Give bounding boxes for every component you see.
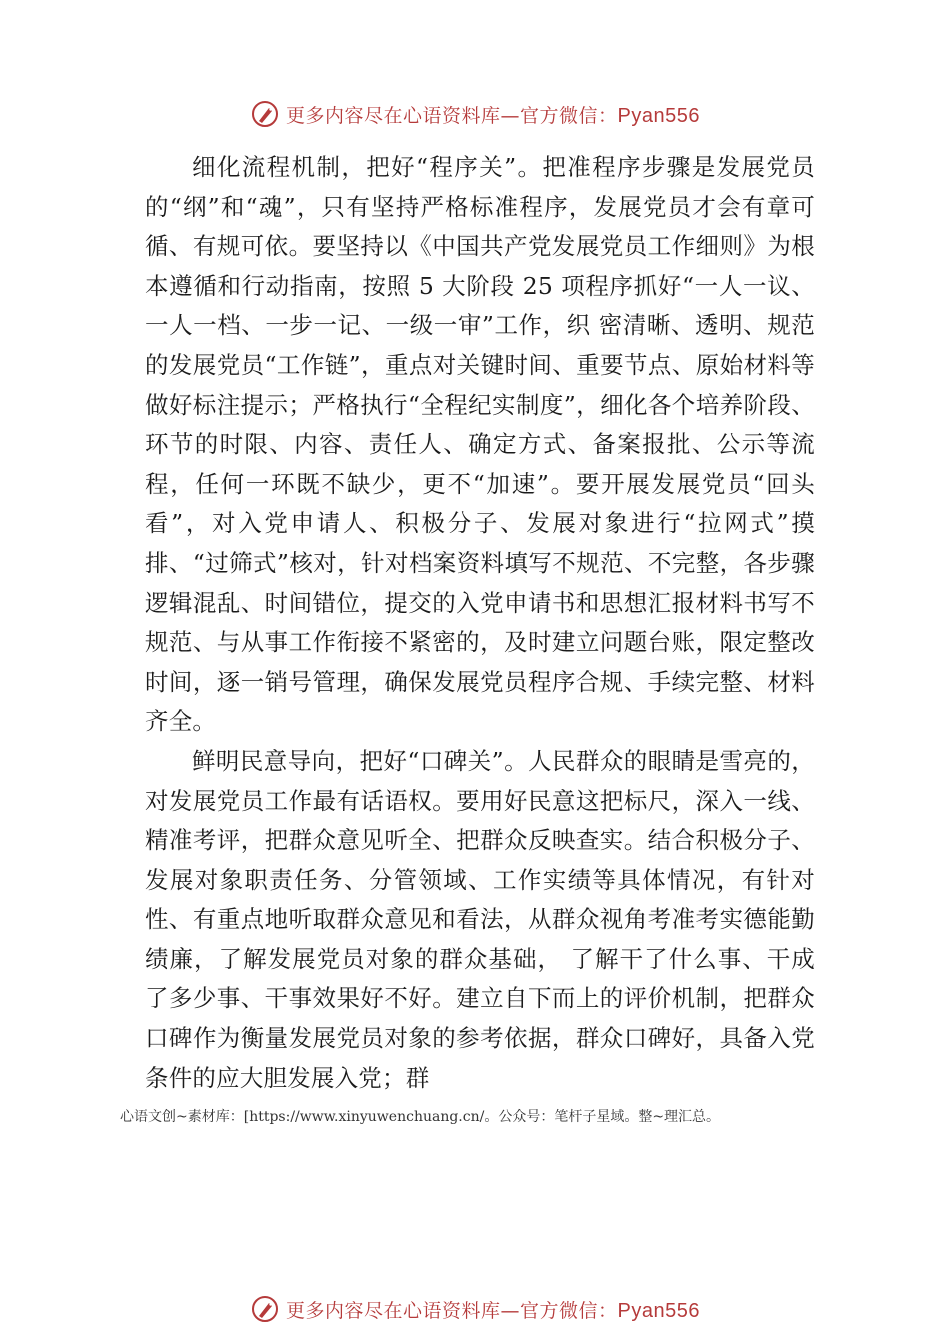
- document-body: [145, 148, 815, 1098]
- paragraph-procedure: 细化流程机制，把好“程序关”。把准程序步骤是发展党员的“纲”和“魂”，只有坚持严格标准程序，发展党员才会有章可循、有规可依。要坚持以《中国共产党发展党员工作细则》为根本遵循和行动指南，按照 5 大阶段 25 项程序抓好“一人一议、一人一档、一步一记、一级一审”工作，织 密清晰、透明、规范的发展党员“工作链”，重点对关键时间、重要节点、原始材料等做好标注提示；严格执行“全程纪实制度”，细化各个培养阶段、环节的时限、内容、责任人、确定方式、备案报批、公示等流程，任何一环既不缺少，更不“加速”。要开展发展党员“回头看”，对入党申请人、积极分子、发展对象进行“拉网式”摸排、“过筛式”核对，针对档案资料填写不规范、不完整，各步骤逻辑混乱、时间错位，提交的入党申请书和思想汇报材料书写不规范、与从事工作衔接不紧密的，及时建立问题台账，限定整改时间，逐一销号管理，确保发展党员程序合规、手续完整、材料齐全。: [145, 153, 815, 736]
- banner-title: 更多内容尽在心语资料库—官方微信：Pyan556: [286, 1299, 700, 1322]
- header-banner: [0, 97, 950, 131]
- pen-nib-logo-icon: [250, 1294, 280, 1324]
- wechat-handle: Pyan556: [617, 1299, 700, 1322]
- paragraph-reputation: 鲜明民意导向，把好“口碑关”。人民群众的眼睛是雪亮的，对发展党员工作最有话语权。要用好民意这把标尺，深入一线、精准考评，把群众意见听全、把群众反映查实。结合积极分子、发展对象职责任务、分管领域、工作实绩等具体情况，有针对性、有重点地听取群众意见和看法，从群众视角考准考实德能勤绩廉，了解发展党员对象的群众基础， 了解干了什么事、干成了多少事、干事效果好不好。建立自下而上的评价机制，把群众口碑作为衡量发展党员对象的参考依据，群众口碑好，具备入党条件的应大胆发展入党；群: [145, 746, 815, 1092]
- source-note: 心语文创~素材库：[https://www.xinyuwenchuang.cn/。公众号：笔杆子星域。整~理汇总。: [120, 1109, 721, 1125]
- pen-nib-logo-icon: [250, 99, 280, 129]
- footer-banner: [0, 1292, 950, 1326]
- banner-title: 更多内容尽在心语资料库—官方微信：Pyan556: [286, 104, 700, 127]
- wechat-handle: Pyan556: [617, 104, 700, 127]
